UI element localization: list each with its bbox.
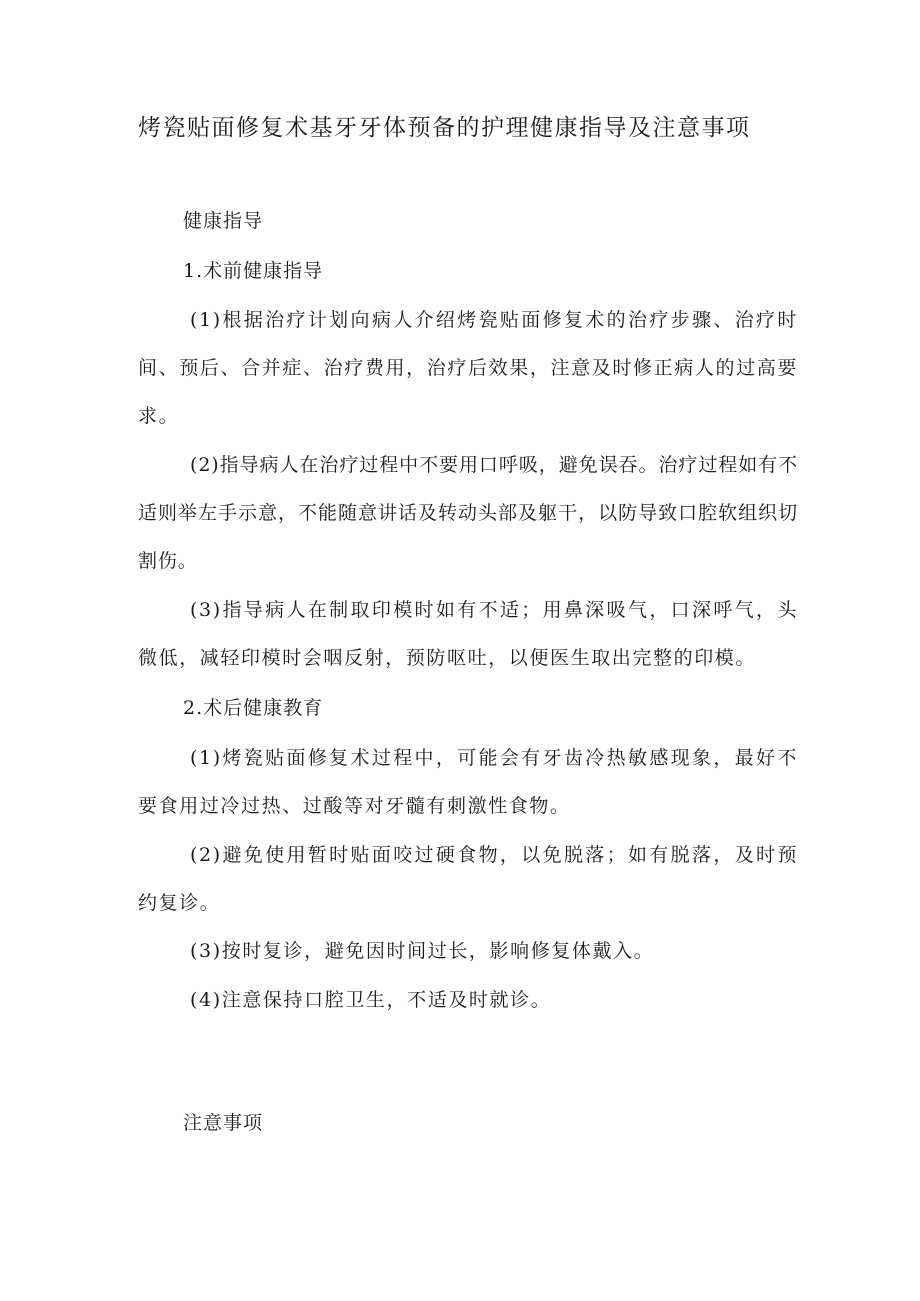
subsection-heading-preop: 1.术前健康指导 <box>183 260 324 282</box>
postop-item-1: (1)烤瓷贴面修复术过程中，可能会有牙齿冷热敏感现象，最好不要食用过冷过热、过酸等对牙髓有刺激性食物。 <box>138 747 798 817</box>
preop-item-1: (1)根据治疗计划向病人介绍烤瓷贴面修复术的治疗步骤、治疗时间、预后、合并症、治疗费用，治疗后效果，注意及时修正病人的过高要求。 <box>138 309 798 427</box>
preop-item-3: (3)指导病人在制取印模时如有不适；用鼻深吸气，口深呼气，头微低，减轻印模时会咽反射，预防呕吐，以便医生取出完整的印模。 <box>138 599 798 669</box>
section-heading-health-guide: 健康指导 <box>183 210 264 232</box>
postop-item-3: (3)按时复诊，避免因时间过长，影响修复体戴入。 <box>190 940 655 962</box>
preop-item-2: (2)指导病人在治疗过程中不要用口呼吸，避免误吞。治疗过程如有不适则举左手示意，不能随意讲话及转动头部及躯干，以防导致口腔软组织切割伤。 <box>138 454 798 572</box>
document-title: 烤瓷贴面修复术基牙牙体预备的护理健康指导及注意事项 <box>138 115 751 141</box>
subsection-heading-postop: 2.术后健康教育 <box>183 697 324 719</box>
postop-item-4: (4)注意保持口腔卫生，不适及时就诊。 <box>190 989 552 1011</box>
postop-item-2: (2)避免使用暂时贴面咬过硬食物，以免脱落；如有脱落，及时预约复诊。 <box>138 844 798 914</box>
section-heading-precautions: 注意事项 <box>183 1112 264 1134</box>
